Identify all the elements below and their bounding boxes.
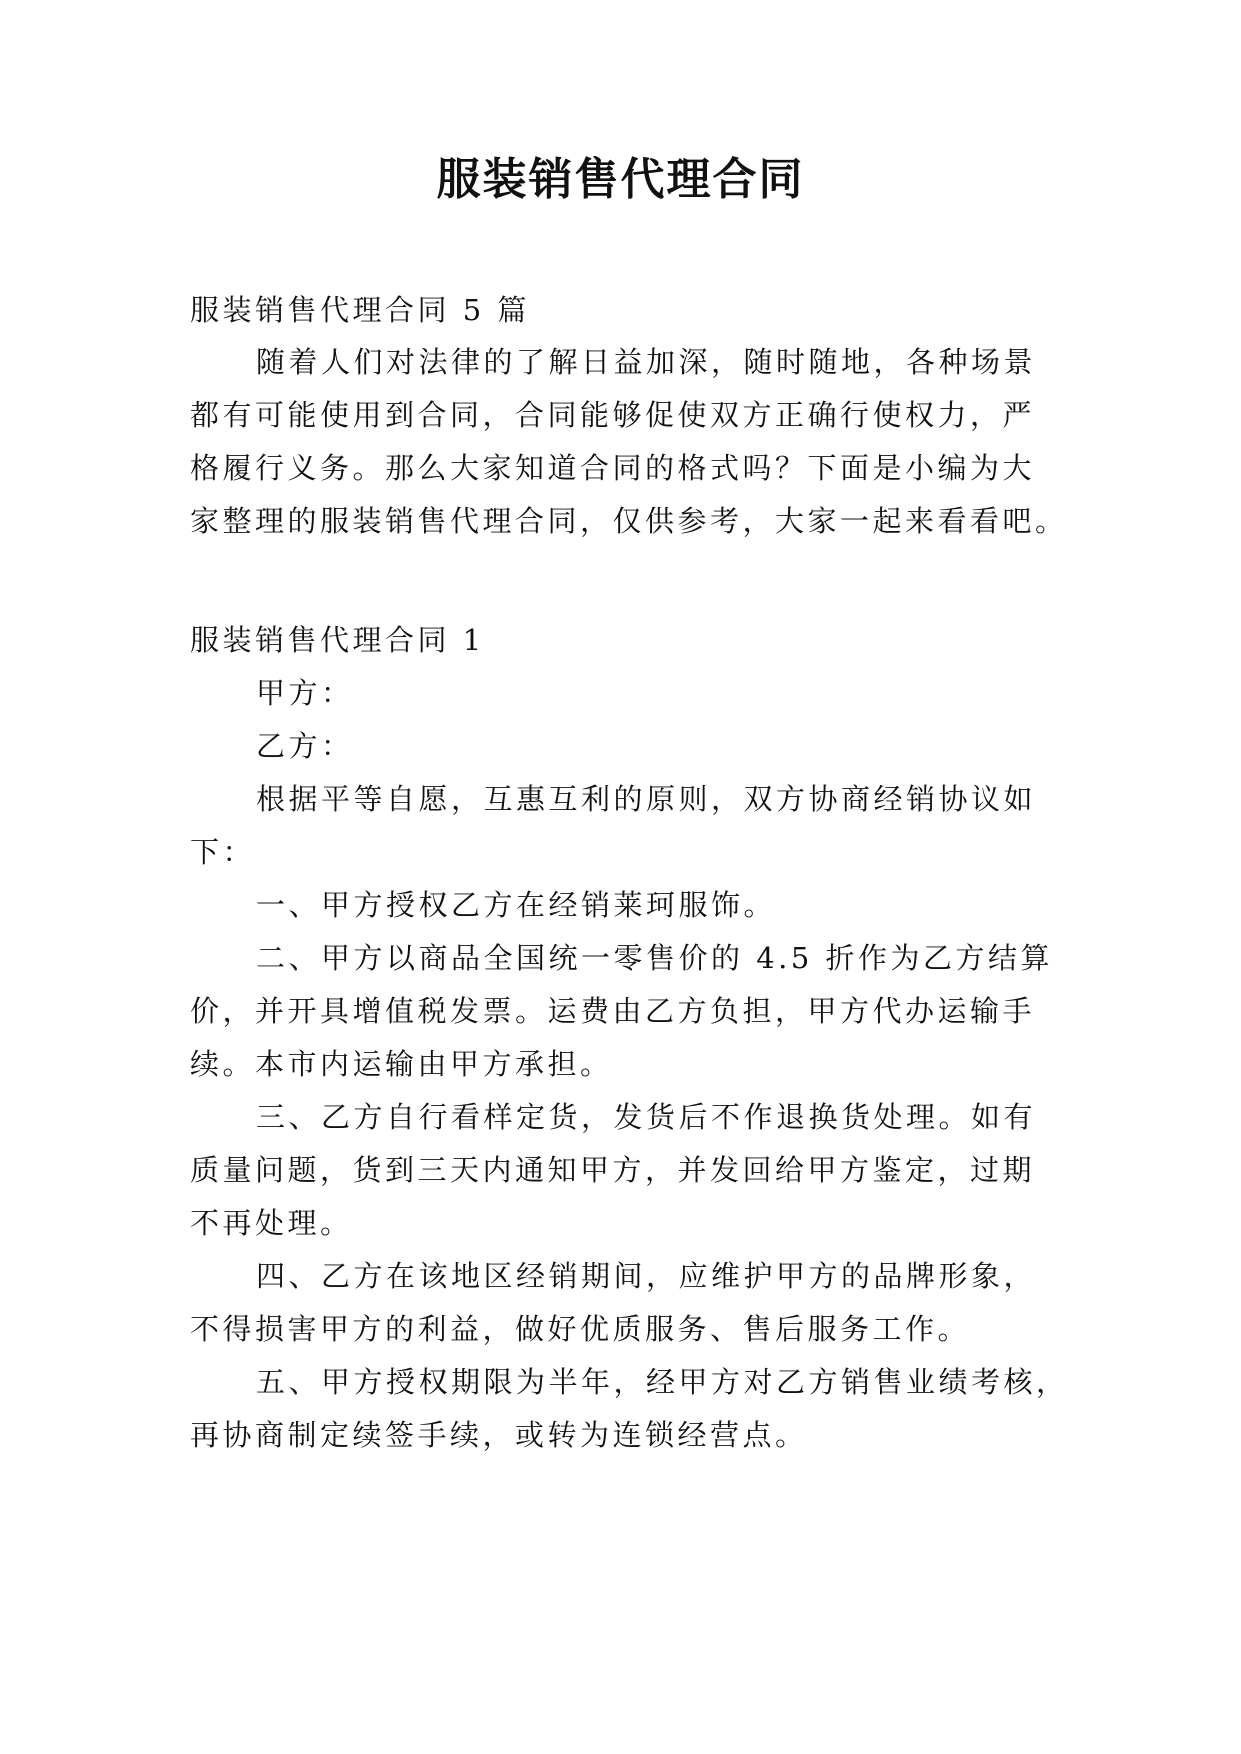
document-title: 服装销售代理合同 [436,154,805,205]
intro-paragraph-line: 随着人们对法律的了解日益加深，随时随地，各种场景 [256,345,1037,379]
party-b-label: 乙方： [256,729,354,763]
preamble-line: 下： [190,835,256,869]
clause-3-line: 三、乙方自行看样定货，发货后不作退换货处理。如有 [256,1100,1037,1134]
clause-3-line: 质量问题，货到三天内通知甲方，并发回给甲方鉴定，过期 [190,1153,1036,1187]
clause-2-line: 价，并开具增值税发票。运费由乙方负担，甲方代办运输手 [190,994,1036,1028]
clause-2-line: 二、甲方以商品全国统一零售价的 4.5 折作为乙方结算 [256,941,1054,975]
clause-4-line: 不得损害甲方的利益，做好优质服务、售后服务工作。 [190,1312,971,1346]
clause-3-line: 不再处理。 [190,1206,353,1240]
intro-paragraph-line: 都有可能使用到合同，合同能够促使双方正确行使权力，严 [190,398,1036,432]
intro-heading: 服装销售代理合同 5 篇 [190,293,530,327]
intro-paragraph-line: 家整理的服装销售代理合同，仅供参考，大家一起来看看吧。 [190,504,1068,538]
clause-5-line: 五、甲方授权期限为半年，经甲方对乙方销售业绩考核， [256,1365,1069,1399]
clause-4-line: 四、乙方在该地区经销期间，应维护甲方的品牌形象， [256,1259,1037,1293]
clause-1-line: 一、甲方授权乙方在经销莱珂服饰。 [256,888,777,922]
preamble-line: 根据平等自愿，互惠互利的原则，双方协商经销协议如 [256,782,1037,816]
contract-heading: 服装销售代理合同 1 [190,623,485,657]
clause-2-line: 续。本市内运输由甲方承担。 [190,1047,613,1081]
intro-paragraph-line: 格履行义务。那么大家知道合同的格式吗？下面是小编为大 [190,451,1036,485]
clause-5-line: 再协商制定续签手续，或转为连锁经营点。 [190,1418,808,1452]
party-a-label: 甲方： [256,676,354,710]
